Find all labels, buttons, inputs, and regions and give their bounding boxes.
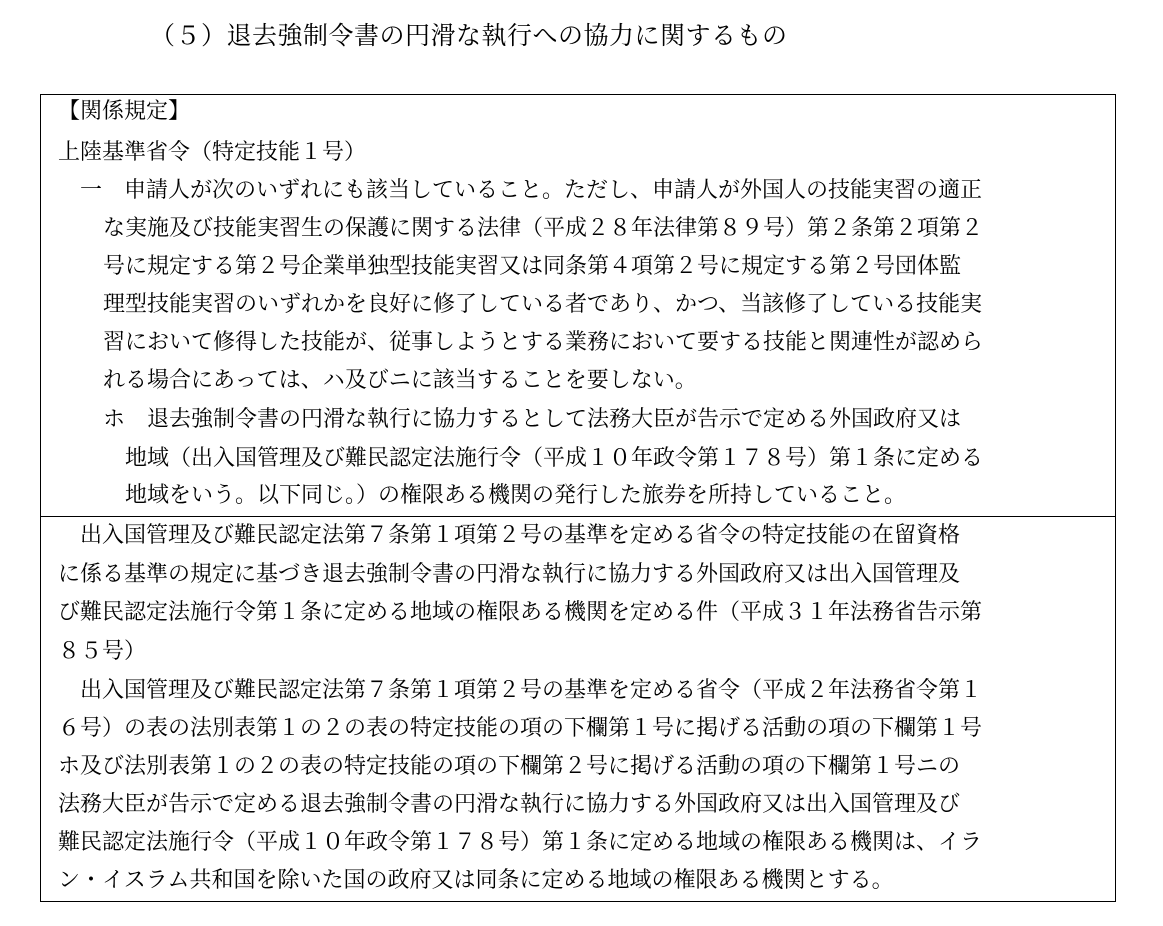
text-line: 習において修得した技能が、従事しようとする業務において要する技能と関連性が認めら — [103, 330, 984, 355]
text-line: ホ及び法別表第１の２の表の特定技能の項の下欄第２号に掲げる活動の項の下欄第１号ニの — [58, 754, 961, 779]
text-line: 出入国管理及び難民認定法第７条第１項第２号の基準を定める省令の特定技能の在留資格 — [80, 523, 961, 548]
section-divider — [40, 516, 1116, 517]
text-line: 地域をいう。以下同じ。）の権限ある機関の発行した旅券を所持していること。 — [125, 483, 907, 508]
section-label: 【関係規定】 — [58, 99, 191, 124]
text-line: 地域（出入国管理及び難民認定法施行令（平成１０年政令第１７８号）第１条に定める — [125, 446, 984, 471]
text-line: ン・イスラム共和国を除いた国の政府又は同条に定める地域の権限ある機関とする。 — [58, 868, 894, 893]
text-line: 理型技能実習のいずれかを良好に修了している者であり、かつ、当該修了している技能実 — [103, 292, 983, 317]
text-line: ６号）の表の法別表第１の２の表の特定技能の項の下欄第１号に掲げる活動の項の下欄第１号 — [58, 716, 983, 741]
text-line: 一 申請人が次のいずれにも該当していること。ただし、申請人が外国人の技能実習の適正 — [80, 178, 983, 203]
text-line: 難民認定法施行令（平成１０年政令第１７８号）第１条に定める地域の権限ある機関は、イラ — [58, 830, 983, 855]
text-line: に係る基準の規定に基づき退去強制令書の円滑な執行に協力する外国政府又は出入国管理及 — [58, 562, 961, 587]
text-line: ホ 退去強制令書の円滑な執行に協力するとして法務大臣が告示で定める外国政府又は — [103, 407, 962, 432]
text-line: び難民認定法施行令第１条に定める地域の権限ある機関を定める件（平成３１年法務省告示第 — [58, 600, 983, 625]
regulation-name: 上陸基準省令（特定技能１号） — [58, 140, 367, 165]
text-line: な実施及び技能実習生の保護に関する法律（平成２８年法律第８９号）第２条第２項第２ — [103, 216, 984, 241]
text-line: 出入国管理及び難民認定法第７条第１項第２号の基準を定める省令（平成２年法務省令第１ — [80, 678, 983, 703]
text-line: 号に規定する第２号企業単独型技能実習又は同条第４項第２号に規定する第２号団体監 — [103, 254, 962, 279]
text-line: ８５号） — [58, 639, 147, 664]
text-line: れる場合にあっては、ハ及びニに該当することを要しない。 — [103, 368, 697, 393]
text-line: 法務大臣が告示で定める退去強制令書の円滑な執行に協力する外国政府又は出入国管理及び — [58, 792, 961, 817]
page-title: （５）退去強制令書の円滑な執行への協力に関するもの — [150, 21, 788, 50]
